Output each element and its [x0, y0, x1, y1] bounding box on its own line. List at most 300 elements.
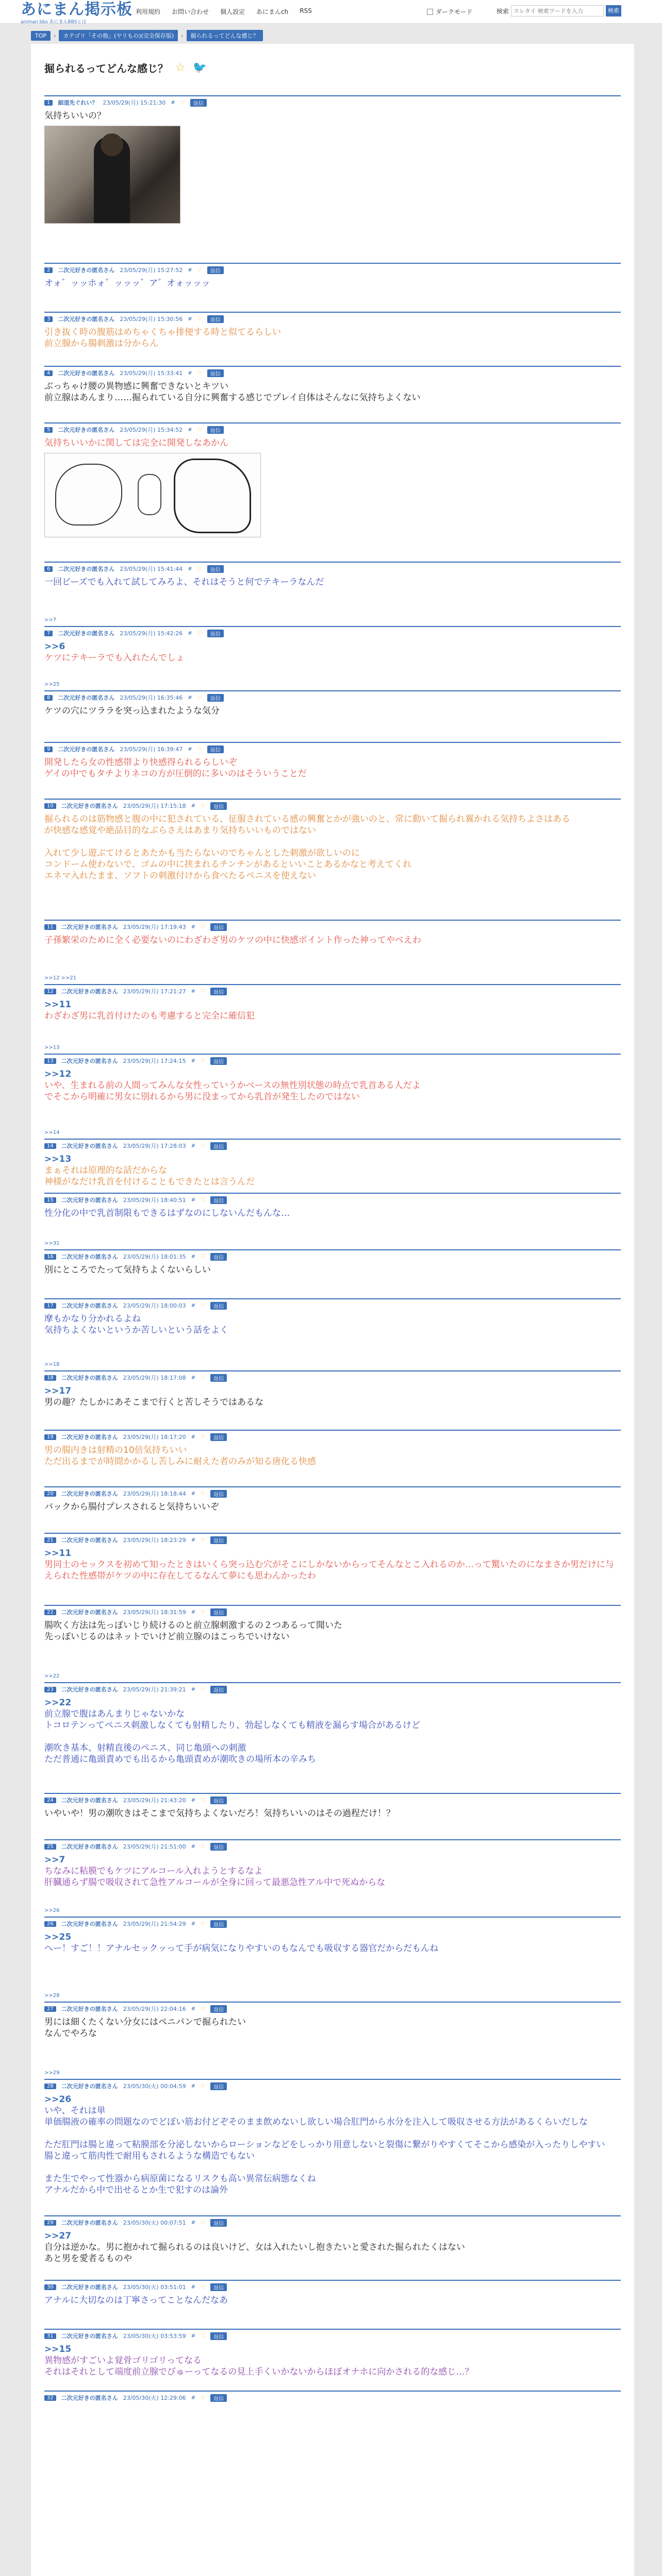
post-body	[44, 324, 621, 349]
like-icon[interactable]: ♡	[201, 2284, 205, 2290]
post-id[interactable]: #	[191, 1434, 196, 1440]
post-attached-photo[interactable]	[44, 126, 180, 224]
post-body	[44, 1261, 621, 1276]
reply-anchor-link[interactable]: >>11	[44, 1548, 72, 1558]
post-id[interactable]: #	[188, 630, 192, 636]
post-text-line: 前立腺はあんまり……掘られている自分に興奮する感じでプレイ自体はそんなに気持ちよくない	[44, 393, 421, 403]
post-id[interactable]: #	[188, 316, 192, 322]
reply-button[interactable]: 返信	[210, 1686, 227, 1693]
post-body	[44, 1382, 621, 1408]
manga-panel-shape	[55, 464, 122, 526]
post-number[interactable]: 20	[44, 1491, 56, 1497]
reply-button[interactable]: 返信	[210, 2332, 227, 2340]
breadcrumb-thread[interactable]: 掘られるってどんな感じ？	[187, 30, 263, 41]
reply-button[interactable]: 返信	[210, 2394, 227, 2402]
post-text-line: アナルだから中で出せるとか生で犯すのは論外	[44, 2185, 228, 2195]
reply-button[interactable]: 返信	[210, 1797, 227, 1804]
post-number[interactable]: 1	[44, 100, 53, 106]
post-id[interactable]: #	[191, 2006, 196, 2012]
post-text-line: わざわざ男に乳首付けたのも考慮すると完全に確信犯	[44, 1011, 255, 1021]
post-id[interactable]: #	[191, 1797, 196, 1803]
post-number[interactable]: 30	[44, 2284, 56, 2290]
post-author: 二次元好きの匿名さん	[61, 1686, 118, 1693]
post-date: 23/05/29(月) 18:17:20	[123, 1434, 186, 1440]
breadcrumb-category[interactable]: カテゴリ「その他」(ヤリもの)(完全保存版)	[59, 30, 178, 41]
post-meta	[44, 425, 621, 434]
post-text-line: でそこから明確に男女に別れるから男に没まってから乳首が発生したのではない	[44, 1092, 360, 1102]
post-id[interactable]: #	[191, 1253, 196, 1260]
post-number[interactable]: 17	[44, 1303, 56, 1309]
post-meta	[44, 2004, 621, 2013]
post-body	[44, 754, 621, 779]
reply-button[interactable]: 返信	[210, 923, 227, 931]
post-text-line: 子孫繁栄のために全く必要ないのにわざわざ男のケツの中に快感ポイント作った神ってやべえわ	[44, 935, 421, 945]
post-author: 二次元好きの匿名さん	[61, 803, 118, 809]
reply-anchor-link[interactable]: >>15	[44, 2344, 72, 2354]
post-number[interactable]: 18	[44, 1375, 56, 1381]
thread-post	[44, 626, 621, 690]
post-date: 23/05/29(月) 17:28:03	[123, 1143, 186, 1149]
post-number[interactable]: 10	[44, 803, 56, 809]
thread-post	[44, 799, 621, 920]
post-text-line: いやいや！男の潮吹きはそこまで気持ちよくないだろ！気持ちいいのはその過程だけ！？	[44, 1808, 395, 1819]
post-date: 23/05/29(月) 15:21:30	[103, 99, 166, 106]
post-body	[44, 1805, 621, 1819]
post-id[interactable]: #	[191, 2284, 196, 2290]
like-icon[interactable]: ♡	[201, 1843, 205, 1850]
post-author: 二次元好きの匿名さん	[61, 1058, 118, 1064]
like-icon[interactable]: ♡	[201, 1490, 205, 1497]
post-body	[44, 1498, 621, 1513]
post-meta	[44, 922, 621, 931]
post-author: 二次元好きの匿名さん	[61, 2006, 118, 2012]
post-meta	[44, 744, 621, 754]
post-meta	[44, 801, 621, 810]
thread-post	[44, 2280, 621, 2329]
reply-button[interactable]: 返信	[207, 630, 224, 637]
post-number[interactable]: 23	[44, 1687, 56, 1692]
thread-title: 掘られるってどんな感じ？	[44, 62, 168, 75]
reply-button[interactable]: 返信	[210, 2283, 227, 2291]
like-icon[interactable]: ♡	[201, 1537, 205, 1543]
post-body	[44, 931, 621, 946]
reply-anchor-link[interactable]: >>6	[44, 641, 65, 652]
post-id[interactable]: #	[171, 99, 175, 106]
thread-post	[44, 2215, 621, 2280]
post-date: 23/05/30(火) 03:51:01	[123, 2284, 186, 2291]
post-date: 23/05/29(月) 15:42:26	[120, 630, 183, 637]
post-date: 23/05/29(月) 17:15:18	[123, 803, 186, 809]
post-text-line: それはそれとして端度前立腺でびゅーってなるの見上手くいかないからほぼオナホに向かされる的な感じ…？	[44, 2367, 474, 2377]
thread-post	[44, 742, 621, 799]
post-id[interactable]: #	[191, 1686, 196, 1692]
post-id[interactable]: #	[191, 1143, 196, 1149]
dark-mode-checkbox[interactable]	[427, 9, 433, 15]
post-reply-refs[interactable]: >>14	[44, 1130, 60, 1136]
like-icon[interactable]: ♡	[201, 924, 205, 930]
reply-button[interactable]: 返信	[210, 1433, 227, 1441]
post-number[interactable]: 19	[44, 1434, 56, 1440]
post-number[interactable]: 15	[44, 1197, 56, 1203]
post-reply-refs[interactable]: >>18	[44, 1362, 60, 1367]
post-author: 二次元好きの匿名さん	[61, 2219, 118, 2226]
post-text-line: ただ出るまでが時間かかるし苦しみに耐えた者のみが知る唐化る快感	[44, 1456, 316, 1467]
thread-post	[44, 690, 621, 742]
post-body	[44, 2091, 621, 2196]
post-text-line: 単価腸液の確率の問題なのでどぼい筋お付どぞそのまま飲めないし欲しい場合肛門から水分を注入して吸収させる方法があるくらいだしな	[44, 2117, 588, 2127]
post-date: 23/05/29(月) 15:41:44	[120, 566, 183, 572]
post-id[interactable]: #	[191, 924, 196, 930]
reply-button[interactable]: 返信	[190, 99, 207, 107]
post-id[interactable]: #	[191, 1058, 196, 1064]
post-id[interactable]: #	[191, 1843, 196, 1850]
search-bar	[496, 5, 621, 16]
post-reply-refs[interactable]: >>31	[44, 1241, 60, 1246]
post-author: 二次元好きの匿名さん	[61, 2284, 118, 2291]
post-author: 二次元好きの匿名さん	[61, 1253, 118, 1260]
post-text-line	[44, 836, 621, 848]
post-text-line: へー！すご！！アナルセックッって手が病気になりやすいのもなんでも吸収する器官だからだもんね	[44, 1943, 439, 1954]
reply-button[interactable]: 返信	[207, 694, 224, 702]
like-icon[interactable]: ♡	[201, 1434, 205, 1440]
post-number[interactable]: 27	[44, 2006, 56, 2012]
post-number[interactable]: 14	[44, 1143, 56, 1149]
like-icon[interactable]: ♡	[197, 370, 202, 376]
thread-post	[44, 2002, 621, 2079]
post-body	[44, 275, 621, 289]
reply-anchor-link[interactable]: >>26	[44, 2094, 72, 2105]
post-text-line: ぶっちゃけ腰の異物感に興奮できないとキツい	[44, 381, 228, 392]
post-number[interactable]: 26	[44, 1921, 56, 1927]
reply-button[interactable]: 返信	[210, 1142, 227, 1150]
post-author: 二次元好きの匿名さん	[61, 988, 118, 995]
post-reply-refs[interactable]: >>28	[44, 1993, 60, 1998]
post-author: 二次元好きの匿名さん	[61, 1434, 118, 1440]
post-number[interactable]: 28	[44, 2083, 56, 2089]
post-author: 二次元好きの匿名さん	[58, 746, 115, 753]
photo-head	[101, 133, 123, 156]
reply-button[interactable]: 返信	[210, 2005, 227, 2013]
post-text-line: 掘られるのは筋物感と腹の中に犯されている、征服されている感の興奮とかが強いのと、常に動いて掘られ翼かれる気持ちよさはある	[44, 814, 570, 824]
nav-settings[interactable]: 個人設定	[220, 8, 245, 15]
post-date: 23/05/29(月) 17:19:43	[123, 924, 186, 930]
reply-button[interactable]: 返信	[210, 1374, 227, 1382]
thread-post	[44, 422, 621, 562]
post-reply-refs[interactable]: >>12 >>21	[44, 975, 77, 981]
post-text-line: 気持ちいいかに関しては完全に開発しなあかん	[44, 438, 228, 448]
reply-anchor-link[interactable]: >>25	[44, 1932, 72, 1942]
post-author: 二次元好きの匿名さん	[58, 694, 115, 701]
post-id[interactable]: #	[191, 988, 196, 994]
post-body	[44, 2292, 621, 2306]
like-icon[interactable]: ♡	[201, 2333, 205, 2339]
post-text-line: 気持ちいいの？	[44, 111, 106, 121]
like-icon[interactable]: ♡	[201, 1797, 205, 1803]
post-author: 二次元好きの匿名さん	[58, 566, 115, 572]
post-author: 二次元好きの匿名さん	[61, 1197, 118, 1204]
thread-post	[44, 2329, 621, 2391]
like-icon[interactable]: ♡	[201, 2083, 205, 2089]
thread-post	[44, 1298, 621, 1370]
post-meta	[44, 629, 621, 638]
post-meta	[44, 1607, 621, 1617]
post-text-line: 肝臓通らず腸で吸収されて急性アルコールが全身に回って最悪急性アル中で死ぬからな	[44, 1877, 386, 1888]
post-reply-refs[interactable]: >>13	[44, 1045, 60, 1050]
like-icon[interactable]: ♡	[201, 803, 205, 809]
reply-button[interactable]: 返信	[207, 315, 224, 323]
like-icon[interactable]: ♡	[197, 427, 202, 433]
post-meta	[44, 1489, 621, 1498]
post-id[interactable]: #	[188, 746, 192, 752]
thread-post	[44, 1533, 621, 1605]
post-body	[44, 434, 621, 449]
post-number[interactable]: 9	[44, 747, 53, 752]
post-number[interactable]: 6	[44, 566, 53, 572]
like-icon[interactable]: ♡	[201, 2219, 205, 2226]
post-number[interactable]: 13	[44, 1058, 56, 1064]
like-icon[interactable]: ♡	[197, 694, 202, 701]
reply-anchor-link[interactable]: >>11	[44, 999, 72, 1010]
reply-button[interactable]: 返信	[210, 802, 227, 810]
like-icon[interactable]: ♡	[197, 630, 202, 636]
reply-button[interactable]: 返信	[207, 426, 224, 434]
post-body	[44, 573, 621, 588]
post-reply-refs[interactable]: >>22	[44, 1673, 60, 1679]
breadcrumb	[31, 30, 263, 41]
post-number[interactable]: 3	[44, 316, 53, 322]
post-text-line: トコロテンってペニス刺激しなくても射精したり、勃起しなくても精液を漏らす場合があるけど	[44, 1720, 420, 1731]
post-body	[44, 1310, 621, 1336]
reply-button[interactable]: 返信	[207, 369, 224, 377]
post-body	[44, 2402, 621, 2417]
post-number[interactable]: 24	[44, 1798, 56, 1803]
post-body	[44, 638, 621, 664]
post-id[interactable]: #	[188, 370, 192, 376]
nav-rss[interactable]: RSS	[300, 7, 312, 14]
post-id[interactable]: #	[191, 1197, 196, 1203]
like-icon[interactable]: ♡	[201, 2395, 205, 2401]
post-meta	[44, 314, 621, 324]
post-id[interactable]: #	[191, 2083, 196, 2089]
post-text-line: エネマ入れたまま、ソフトの刺激付けから食べたるペニスを使えない	[44, 871, 316, 881]
post-body	[44, 2227, 621, 2264]
post-text-line: アナルに大切なのは丁寧さってことなんだなあ	[44, 2295, 228, 2306]
like-icon[interactable]: ♡	[197, 566, 202, 572]
post-number[interactable]: 25	[44, 1844, 56, 1850]
post-body	[44, 702, 621, 717]
post-text-line: ケツの穴にツララを突っ込まれたような気分	[44, 706, 220, 716]
post-date: 23/05/29(月) 16:39:47	[120, 746, 183, 753]
like-icon[interactable]: ♡	[197, 316, 202, 322]
like-icon[interactable]: ♡	[201, 1921, 205, 1927]
post-number[interactable]: 32	[44, 2395, 56, 2401]
reply-button[interactable]: 返信	[210, 988, 227, 995]
like-icon[interactable]: ♡	[201, 1302, 205, 1309]
search-button[interactable]: 検索	[606, 5, 621, 16]
post-attached-manga-image[interactable]	[44, 453, 261, 537]
like-icon[interactable]: ♡	[201, 2006, 205, 2012]
post-body	[44, 996, 621, 1022]
post-id[interactable]: #	[188, 267, 192, 273]
post-number[interactable]: 21	[44, 1537, 56, 1543]
thread-post	[44, 366, 621, 422]
post-id[interactable]: #	[191, 1302, 196, 1309]
post-id[interactable]: #	[191, 2395, 196, 2401]
post-author: 二次元好きの匿名さん	[58, 630, 115, 637]
reply-anchor-link[interactable]: >>12	[44, 1069, 72, 1079]
reply-button[interactable]: 返信	[210, 1920, 227, 1928]
post-number[interactable]: 8	[44, 695, 53, 701]
search-input[interactable]	[511, 5, 604, 16]
post-number[interactable]: 2	[44, 267, 53, 273]
post-author: 二次元好きの匿名さん	[61, 2395, 118, 2401]
post-text-line: 男の趣？たしかにあそこまで行くと苦しそうではあるな	[44, 1397, 263, 1408]
post-number[interactable]: 12	[44, 989, 56, 994]
search-label: 検索	[496, 7, 509, 15]
post-date: 23/05/30(火) 03:53:59	[123, 2333, 186, 2340]
post-date: 23/05/29(月) 21:51:00	[123, 1843, 186, 1850]
post-date: 23/05/29(月) 15:27:52	[120, 267, 183, 274]
post-id[interactable]: #	[191, 1921, 196, 1927]
post-meta	[44, 987, 621, 996]
post-id[interactable]: #	[191, 1375, 196, 1381]
site-logo[interactable]	[21, 2, 133, 25]
post-id[interactable]: #	[191, 2333, 196, 2339]
favorite-star-icon[interactable]: ☆	[175, 61, 186, 74]
reply-anchor-link[interactable]: >>22	[44, 1698, 72, 1708]
post-author: 二次元好きの匿名さん	[58, 427, 115, 433]
post-id[interactable]: #	[191, 2219, 196, 2226]
reply-button[interactable]: 返信	[210, 1253, 227, 1261]
post-text-line: 摩もかなり分かれるよね	[44, 1314, 141, 1324]
post-text-line: いや、それは単	[44, 2106, 106, 2116]
post-number[interactable]: 11	[44, 924, 56, 930]
post-meta	[44, 1195, 621, 1205]
reply-anchor-link[interactable]: >>13	[44, 1154, 72, 1164]
post-author: 二次元好きの匿名さん	[61, 1609, 118, 1616]
post-body	[44, 1065, 621, 1103]
like-icon[interactable]: ♡	[180, 99, 185, 106]
thread-post	[44, 2391, 621, 2421]
like-icon[interactable]: ♡	[201, 1253, 205, 1260]
post-date: 23/05/29(月) 18:40:51	[123, 1197, 186, 1204]
like-icon[interactable]: ♡	[201, 1143, 205, 1149]
reply-button[interactable]: 返信	[207, 266, 224, 274]
like-icon[interactable]: ♡	[201, 1375, 205, 1381]
breadcrumb-top[interactable]: TOP	[31, 31, 51, 41]
post-date: 23/05/29(月) 21:39:21	[123, 1686, 186, 1693]
post-text-line: 自分は逆かな。男に抱かれて掘られるのは良いけど、女は入れたいし抱きたいと愛された掘られたくはない	[44, 2242, 465, 2252]
nav-animanch[interactable]: あにまんch	[256, 8, 289, 15]
thread-post	[44, 1370, 621, 1430]
twitter-share-icon[interactable]: 🐦	[192, 61, 207, 74]
post-meta	[44, 1056, 621, 1065]
post-text-line: また生でやって性器から病原菌になるリスクも高い異常伝病態なくね	[44, 2174, 316, 2184]
like-icon[interactable]: ♡	[197, 746, 202, 752]
reply-button[interactable]: 返信	[210, 2082, 227, 2090]
nav-terms[interactable]: 利用規約	[136, 8, 161, 15]
reply-anchor-link[interactable]: >>27	[44, 2231, 72, 2241]
breadcrumb-separator: ›	[181, 32, 184, 39]
post-author: 二次元好きの匿名さん	[61, 2083, 118, 2090]
post-reply-refs[interactable]: >>26	[44, 1908, 60, 1913]
thread-post	[44, 312, 621, 366]
post-body	[44, 1694, 621, 1765]
post-text-line: 先っぽいじるのはネットでいけど前立腺のはこっちでいけない	[44, 1632, 290, 1642]
post-id[interactable]: #	[188, 427, 192, 433]
thread-post	[44, 562, 621, 626]
post-number[interactable]: 7	[44, 631, 53, 636]
thread-post	[44, 1193, 621, 1249]
post-text-line	[44, 2128, 621, 2139]
post-text-line: 前立腺で腹はあんまりじゃないかな	[44, 1709, 185, 1719]
post-author: 二次元好きの匿名さん	[61, 1490, 118, 1497]
post-text-line: が快感な感覚や絶品目的なぶらさえはあまり気持ちいいものではない	[44, 825, 316, 836]
reply-button[interactable]: 返信	[210, 1490, 227, 1498]
post-id[interactable]: #	[188, 566, 192, 572]
reply-button[interactable]: 返信	[207, 565, 224, 573]
reply-button[interactable]: 返信	[210, 1843, 227, 1851]
thread-post	[44, 1430, 621, 1486]
reply-anchor-link[interactable]: >>17	[44, 1386, 72, 1396]
like-icon[interactable]: ♡	[201, 1609, 205, 1615]
reply-button[interactable]: 返信	[210, 1536, 227, 1544]
reply-anchor-link[interactable]: >>7	[44, 1855, 65, 1865]
like-icon[interactable]: ♡	[201, 1686, 205, 1692]
post-text-line: 前立腺から腸刺激は分からん	[44, 338, 158, 349]
post-author: 二次元好きの匿名さん	[58, 267, 115, 274]
post-meta	[44, 1535, 621, 1545]
post-number[interactable]: 5	[44, 427, 53, 433]
post-id[interactable]: #	[191, 1490, 196, 1497]
post-text-line: バックから腸付プレスされると気持ちいいぞ	[44, 1502, 219, 1512]
post-text-line: いや、生まれる前の人間ってみんな女性っていうかベースの無性別状態の時点で乳首ある人だよ	[44, 1080, 421, 1091]
post-date: 23/05/29(月) 21:54:29	[123, 1921, 186, 1927]
nav-contact[interactable]: お問い合わせ	[172, 8, 209, 15]
reply-button[interactable]: 返信	[210, 2219, 227, 2227]
like-icon[interactable]: ♡	[201, 988, 205, 994]
post-author: 二次元好きの匿名さん	[61, 1375, 118, 1381]
post-reply-refs[interactable]: >>7	[44, 617, 57, 623]
post-meta	[44, 693, 621, 702]
thread-title-bar	[44, 44, 621, 80]
post-meta	[44, 2393, 621, 2402]
post-number[interactable]: 4	[44, 370, 53, 376]
post-number[interactable]: 16	[44, 1254, 56, 1260]
post-id[interactable]: #	[188, 694, 192, 701]
reply-button[interactable]: 返信	[210, 1608, 227, 1616]
post-id[interactable]: #	[191, 1537, 196, 1543]
reply-button[interactable]: 返信	[210, 1057, 227, 1065]
post-number[interactable]: 29	[44, 2220, 56, 2226]
post-body	[44, 2341, 621, 2378]
post-id[interactable]: #	[191, 803, 196, 809]
reply-button[interactable]: 返信	[210, 1302, 227, 1310]
post-number[interactable]: 22	[44, 1609, 56, 1615]
like-icon[interactable]: ♡	[201, 1197, 205, 1203]
reply-button[interactable]: 返信	[210, 1196, 227, 1204]
like-icon[interactable]: ♡	[201, 1058, 205, 1064]
post-reply-refs[interactable]: >>25	[44, 682, 60, 687]
post-meta	[44, 1141, 621, 1150]
post-number[interactable]: 31	[44, 2333, 56, 2339]
post-meta	[44, 2081, 621, 2091]
post-reply-refs[interactable]: >>29	[44, 2070, 60, 2076]
dark-mode-toggle[interactable]	[427, 7, 473, 16]
post-id[interactable]: #	[191, 1609, 196, 1615]
like-icon[interactable]: ♡	[197, 267, 202, 273]
reply-button[interactable]: 返信	[207, 745, 224, 753]
